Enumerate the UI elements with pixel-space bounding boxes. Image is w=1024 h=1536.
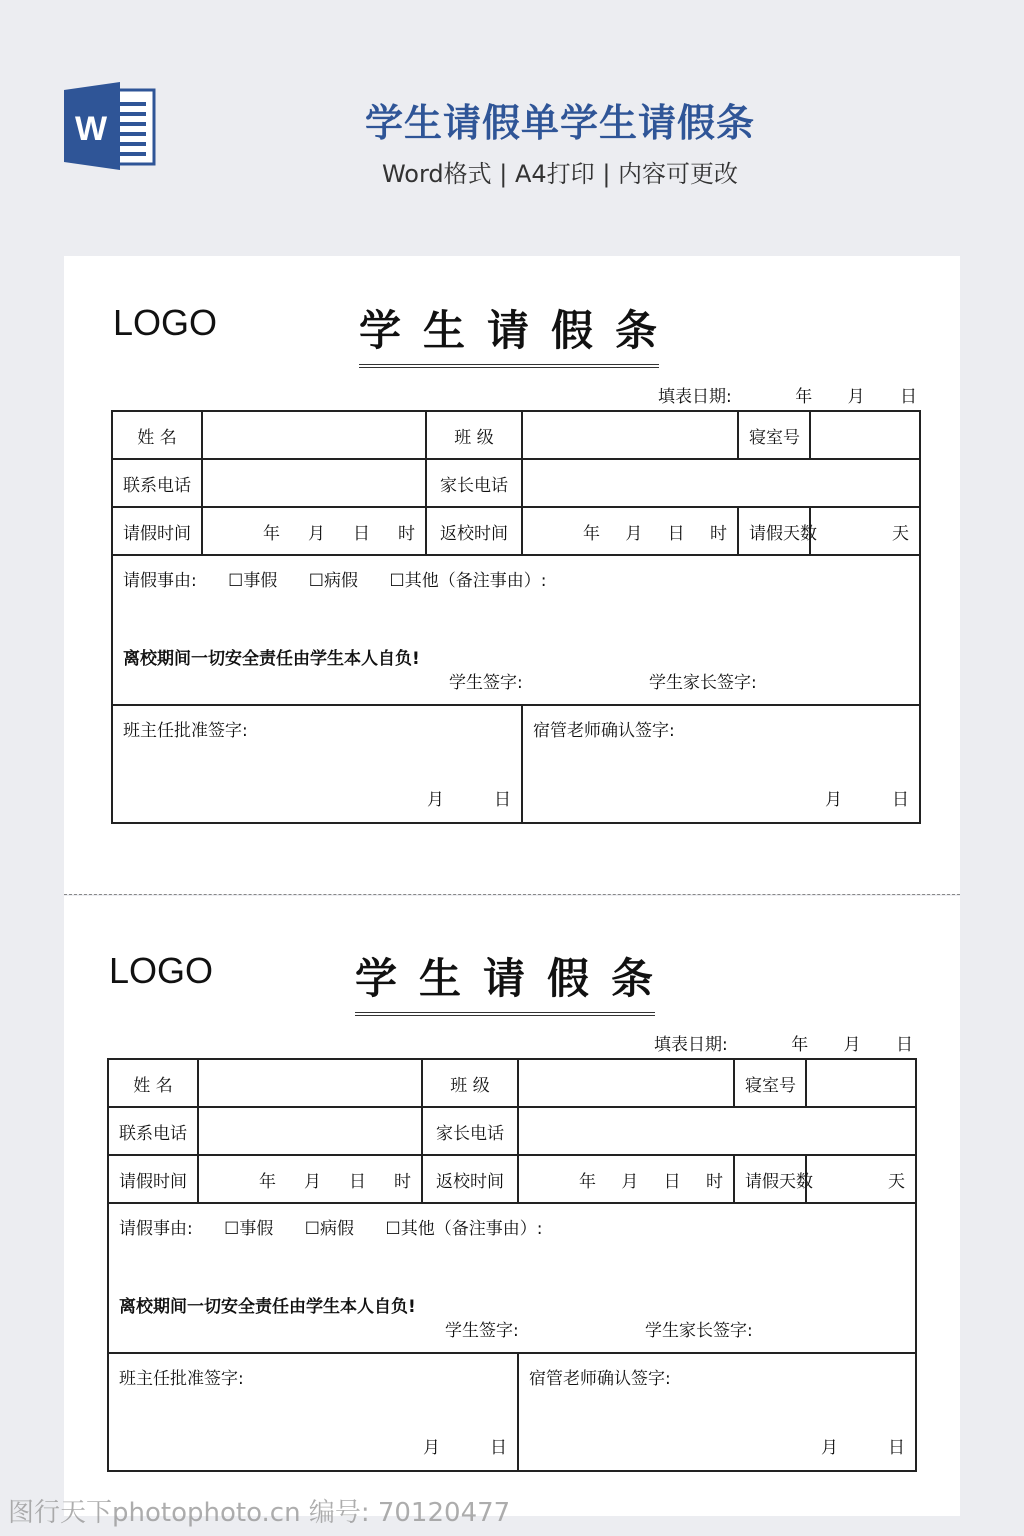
table-row: [108, 1155, 916, 1203]
option-other-checkbox[interactable]: ☐其他（备注事由）:: [389, 571, 547, 591]
month-label: 月: [825, 790, 842, 810]
student-sign-label: 学生签字:: [445, 1321, 519, 1341]
logo-placeholder: LOGO: [113, 302, 218, 343]
leave-days-field[interactable]: [806, 1155, 916, 1203]
return-time-label: 返校时间: [426, 507, 522, 555]
page-title: 学生请假单学生请假条: [364, 101, 755, 145]
leave-slip-1: [111, 292, 919, 832]
svg-text:W: W: [74, 110, 108, 148]
year-label: 年: [583, 523, 600, 544]
return-time-field[interactable]: [518, 1155, 734, 1203]
month-label: 月: [308, 523, 325, 544]
slip-title: 学生请假条: [355, 946, 655, 1016]
table-row: [108, 1059, 916, 1107]
name-label: 姓 名: [112, 411, 202, 459]
leave-time-label: 请假时间: [108, 1155, 198, 1203]
student-sign-label: 学生签字:: [449, 673, 523, 693]
leave-days-label: 请假天数: [738, 507, 810, 555]
fill-date-label: 填表日期:: [654, 1035, 728, 1055]
reason-label: 请假事由:: [123, 571, 197, 591]
day-label: 日: [667, 523, 685, 544]
cut-line: [64, 894, 960, 895]
table-row: [112, 411, 920, 459]
day-label: 日: [892, 790, 909, 810]
class-field[interactable]: [522, 411, 738, 459]
leave-slip-2: [107, 940, 915, 1480]
hour-label: 时: [705, 1171, 723, 1192]
option-personal-checkbox[interactable]: ☐事假: [224, 1219, 274, 1239]
table-row: [112, 555, 920, 705]
day-label: 日: [888, 1438, 905, 1458]
return-time-field[interactable]: [522, 507, 738, 555]
month-label: 月: [423, 1438, 440, 1458]
month-label: 月: [304, 1171, 321, 1192]
year-label: 年: [259, 1171, 276, 1192]
class-label: 班 级: [422, 1059, 518, 1107]
leave-time-field[interactable]: [198, 1155, 422, 1203]
day-label: 日: [900, 387, 917, 407]
month-label: 月: [821, 1438, 838, 1458]
year-label: 年: [795, 387, 813, 407]
slip-title: 学生请假条: [359, 298, 659, 368]
phone-label: 联系电话: [112, 459, 202, 507]
year-label: 年: [791, 1035, 809, 1055]
table-row: [112, 705, 920, 823]
option-sick-checkbox[interactable]: ☐病假: [304, 1219, 355, 1239]
month-label: 月: [843, 1035, 861, 1055]
page-subtitle: Word格式 | A4打印 | 内容可更改: [381, 160, 739, 188]
days-unit: 天: [888, 1171, 905, 1192]
parent-phone-label: 家长电话: [422, 1107, 518, 1155]
reason-cell: [112, 555, 920, 705]
leave-time-field[interactable]: [202, 507, 426, 555]
fill-date-label: 填表日期:: [658, 387, 732, 407]
phone-field[interactable]: [198, 1107, 422, 1155]
day-label: 日: [353, 523, 370, 544]
table-row: [108, 1107, 916, 1155]
table-row: [108, 1203, 916, 1353]
month-label: 月: [427, 790, 444, 810]
class-label: 班 级: [426, 411, 522, 459]
day-label: 日: [494, 790, 511, 810]
dorm-label: 寝室号: [734, 1059, 806, 1107]
month-label: 月: [621, 1171, 639, 1192]
fill-date: [658, 382, 917, 407]
dorm-teacher-approve-cell: [522, 705, 920, 823]
name-label: 姓 名: [108, 1059, 198, 1107]
hour-label: 时: [398, 523, 415, 544]
name-field[interactable]: [202, 411, 426, 459]
leave-days-field[interactable]: [810, 507, 920, 555]
parent-sign-label: 学生家长签字:: [649, 673, 757, 693]
leave-days-label: 请假天数: [734, 1155, 806, 1203]
dorm-field[interactable]: [806, 1059, 916, 1107]
safety-notice: 离校期间一切安全责任由学生本人自负!: [119, 1297, 416, 1317]
option-other-checkbox[interactable]: ☐其他（备注事由）:: [385, 1219, 543, 1239]
dorm-teacher-sign-label: 宿管老师确认签字:: [529, 1369, 671, 1389]
fill-date: [654, 1030, 913, 1055]
table-row: [108, 1353, 916, 1471]
year-label: 年: [579, 1171, 596, 1192]
days-unit: 天: [892, 523, 909, 544]
month-label: 月: [625, 523, 643, 544]
dorm-label: 寝室号: [738, 411, 810, 459]
parent-phone-label: 家长电话: [426, 459, 522, 507]
dorm-teacher-approve-cell: [518, 1353, 916, 1471]
hour-label: 时: [394, 1171, 411, 1192]
header: [0, 0, 1024, 240]
parent-sign-label: 学生家长签字:: [645, 1321, 753, 1341]
teacher-sign-label: 班主任批准签字:: [123, 721, 248, 741]
dorm-field[interactable]: [810, 411, 920, 459]
hour-label: 时: [709, 523, 727, 544]
parent-phone-field[interactable]: [518, 1107, 916, 1155]
table-row: [112, 507, 920, 555]
day-label: 日: [663, 1171, 681, 1192]
watermark: 图行天下photophoto.cn 编号: 70120477: [8, 1498, 511, 1528]
teacher-sign-label: 班主任批准签字:: [119, 1369, 244, 1389]
year-label: 年: [263, 523, 280, 544]
teacher-approve-cell: [112, 705, 522, 823]
day-label: 日: [896, 1035, 913, 1055]
parent-phone-field[interactable]: [522, 459, 920, 507]
month-label: 月: [847, 387, 865, 407]
class-field[interactable]: [518, 1059, 734, 1107]
leave-form-table: [111, 410, 921, 824]
safety-notice: 离校期间一切安全责任由学生本人自负!: [123, 649, 420, 669]
day-label: 日: [349, 1171, 366, 1192]
phone-label: 联系电话: [108, 1107, 198, 1155]
dorm-teacher-sign-label: 宿管老师确认签字:: [533, 721, 675, 741]
name-field[interactable]: [198, 1059, 422, 1107]
option-sick-checkbox[interactable]: ☐病假: [308, 571, 359, 591]
reason-label: 请假事由:: [119, 1219, 193, 1239]
reason-cell: [108, 1203, 916, 1353]
leave-time-label: 请假时间: [112, 507, 202, 555]
table-row: [112, 459, 920, 507]
teacher-approve-cell: [108, 1353, 518, 1471]
day-label: 日: [490, 1438, 507, 1458]
phone-field[interactable]: [202, 459, 426, 507]
word-icon: [64, 82, 156, 170]
logo-placeholder: LOGO: [109, 950, 214, 991]
leave-form-table: [107, 1058, 917, 1472]
option-personal-checkbox[interactable]: ☐事假: [228, 571, 278, 591]
return-time-label: 返校时间: [422, 1155, 518, 1203]
